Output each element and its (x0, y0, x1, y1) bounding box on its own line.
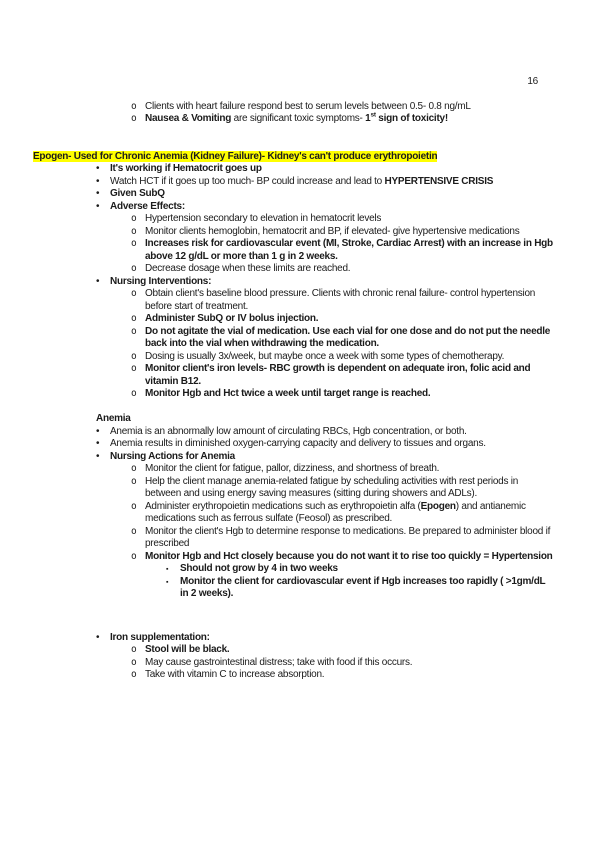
bullet-marker: o (131, 263, 137, 274)
list-item (33, 188, 556, 201)
text-run: are significant toxic symptoms- (231, 113, 366, 124)
text-run: Monitor clients hemoglobin, hematocrit and BP, if elevated- give hypertensive medications (145, 225, 520, 237)
text-run: Nausea & Vomiting (145, 113, 232, 124)
bullet-marker: o (131, 656, 137, 668)
blank-line-spacer (33, 126, 556, 151)
text-run: Given SubQ (110, 188, 165, 199)
text-run: Monitor the client for fatigue, pallor, dizziness, and shortness of breath. (145, 463, 440, 474)
text-run: Monitor the client's Hgb to determine response to medications. Be prepared to administer blood if prescribed (145, 525, 551, 549)
list-item (33, 238, 556, 263)
text-run: Anemia is an abnormally low amount of circulating RBCs, Hgb concentration, or both. (110, 425, 467, 437)
bullet-marker: o (131, 288, 137, 299)
list-item (33, 101, 556, 114)
text-run: Nursing Interventions: (110, 275, 212, 287)
list-item (33, 501, 556, 526)
list-item (33, 644, 556, 657)
bullet-marker: o (131, 525, 137, 537)
bullet-marker: o (131, 669, 137, 681)
text-run: Epogen (420, 500, 456, 512)
text-run: Should not grow by 4 in two weeks (180, 563, 338, 574)
list-item (33, 288, 556, 313)
text-run: 1 (365, 113, 371, 124)
text-run: Anemia results in diminished oxygen-carrying capacity and delivery to tissues and organs. (110, 438, 486, 449)
text-run: Obtain client's baseline blood pressure. Clients with chronic renal failure- control hypertension before start of treatment. (145, 288, 536, 312)
bullet-marker: o (131, 463, 137, 474)
text-run: HYPERTENSIVE CRISIS (384, 175, 494, 187)
bullet-marker: o (131, 313, 137, 324)
list-item (33, 476, 556, 501)
blank-line-spacer (33, 601, 556, 632)
text-run: May cause gastrointestinal distress; take with food if this occurs. (145, 656, 413, 668)
text-run: sign of toxicity! (375, 113, 448, 124)
text-run: Monitor Hgb and Hct twice a week until target range is reached. (145, 388, 431, 399)
bullet-marker: ▪ (166, 566, 169, 573)
heading-text (96, 413, 131, 424)
list-item (33, 426, 556, 439)
text-run: ) and antianemic medications such as ferrous sulfate (Feosol) as prescribed. (145, 500, 526, 524)
bullet-marker: ▪ (166, 578, 169, 586)
list-item (33, 226, 556, 239)
list-item (33, 632, 556, 645)
bullet-marker: • (96, 200, 100, 212)
list-item (33, 326, 556, 351)
list-item (33, 176, 556, 189)
list-item (33, 363, 556, 388)
list-item (33, 351, 556, 364)
bullet-marker: • (96, 163, 100, 174)
bullet-marker: o (131, 238, 137, 249)
list-item (33, 551, 556, 564)
list-item (33, 276, 556, 289)
bullet-marker: o (131, 644, 137, 656)
document-blocks (33, 101, 556, 682)
text-run: Monitor Hgb and Hct closely because you do not want it to rise too quickly = Hypertension (145, 550, 553, 562)
list-item (33, 451, 556, 464)
text-run: Monitor the client for cardiovascular event if Hgb increases too rapidly ( >1gm/dL in 2 weeks). (180, 575, 546, 599)
list-item (33, 669, 556, 682)
bullet-marker: o (131, 113, 137, 124)
highlighted-heading (33, 151, 556, 164)
text-run: It's working if Hematocrit goes up (110, 163, 262, 174)
text-run: Take with vitamin C to increase absorption. (145, 669, 325, 681)
text-run: Adverse Effects: (110, 200, 185, 212)
page-number: 16 (527, 76, 538, 87)
bullet-marker: o (131, 225, 137, 237)
bullet-marker: o (131, 325, 137, 337)
text-run: Help the client manage anemia-related fatigue by scheduling activities with rest periods in between and using energy saving measures (sitting during showers and ADLs). (145, 475, 519, 499)
text-run: Administer SubQ or IV bolus injection. (145, 313, 319, 324)
list-item (33, 463, 556, 476)
list-item (33, 438, 556, 451)
text-run: Do not agitate the vial of medication. Use each vial for one dose and do not put the needle back into the vial when withdrawing the medication. (145, 325, 551, 349)
list-item (33, 313, 556, 326)
bullet-marker: o (131, 475, 137, 487)
text-run: Clients with heart failure respond best to serum levels between 0.5- 0.8 ng/mL (145, 100, 471, 112)
bullet-marker: o (131, 100, 137, 112)
blank-line-spacer (33, 401, 556, 414)
text-run: Dosing is usually 3x/week, but maybe once a week with some types of chemotherapy. (145, 350, 505, 362)
text-run: Decrease dosage when these limits are reached. (145, 263, 351, 274)
text-run: Administer erythropoietin medications such as erythropoietin alfa ( (145, 500, 421, 512)
list-item (33, 526, 556, 551)
text-run: Epogen- Used for Chronic Anemia (Kidney Failure)- Kidney's can't produce erythropoietin (33, 150, 438, 162)
list-item (33, 576, 556, 601)
bullet-marker: • (96, 275, 100, 287)
list-item (33, 388, 556, 401)
text-run: Hypertension secondary to elevation in hematocrit levels (145, 213, 382, 224)
text-run: Increases risk for cardiovascular event (MI, Stroke, Cardiac Arrest) with an increase in Hgb above 12 g/dL or more than 1 g in 2 weeks. (145, 238, 553, 262)
bullet-marker: • (96, 175, 100, 187)
bullet-marker: o (131, 550, 137, 562)
bullet-marker: o (131, 388, 137, 399)
bullet-marker: • (96, 438, 100, 449)
text-run: Anemia (96, 413, 131, 424)
list-item (33, 113, 556, 126)
superscript-text: st (370, 111, 376, 119)
text-run: Stool will be black. (145, 644, 230, 656)
bullet-marker: o (131, 363, 137, 374)
list-item (33, 263, 556, 276)
list-item (33, 213, 556, 226)
bullet-marker: • (96, 188, 100, 199)
text-run: Watch HCT if it goes up too much- BP could increase and lead to (110, 175, 385, 187)
bullet-marker: • (96, 425, 100, 437)
bullet-marker: o (131, 350, 137, 362)
text-run: Iron supplementation: (110, 631, 210, 643)
bullet-marker: o (131, 500, 137, 512)
list-item (33, 163, 556, 176)
list-item (33, 201, 556, 214)
bullet-marker: o (131, 213, 137, 224)
list-item (33, 657, 556, 670)
list-item (33, 563, 556, 576)
bullet-marker: • (96, 631, 100, 643)
bullet-marker: • (96, 450, 100, 462)
text-run: Nursing Actions for Anemia (110, 450, 235, 462)
section-heading (33, 413, 556, 426)
highlight-span (33, 151, 437, 162)
text-run: Monitor client's iron levels- RBC growth is dependent on adequate iron, folic acid and vitamin B12. (145, 363, 531, 387)
